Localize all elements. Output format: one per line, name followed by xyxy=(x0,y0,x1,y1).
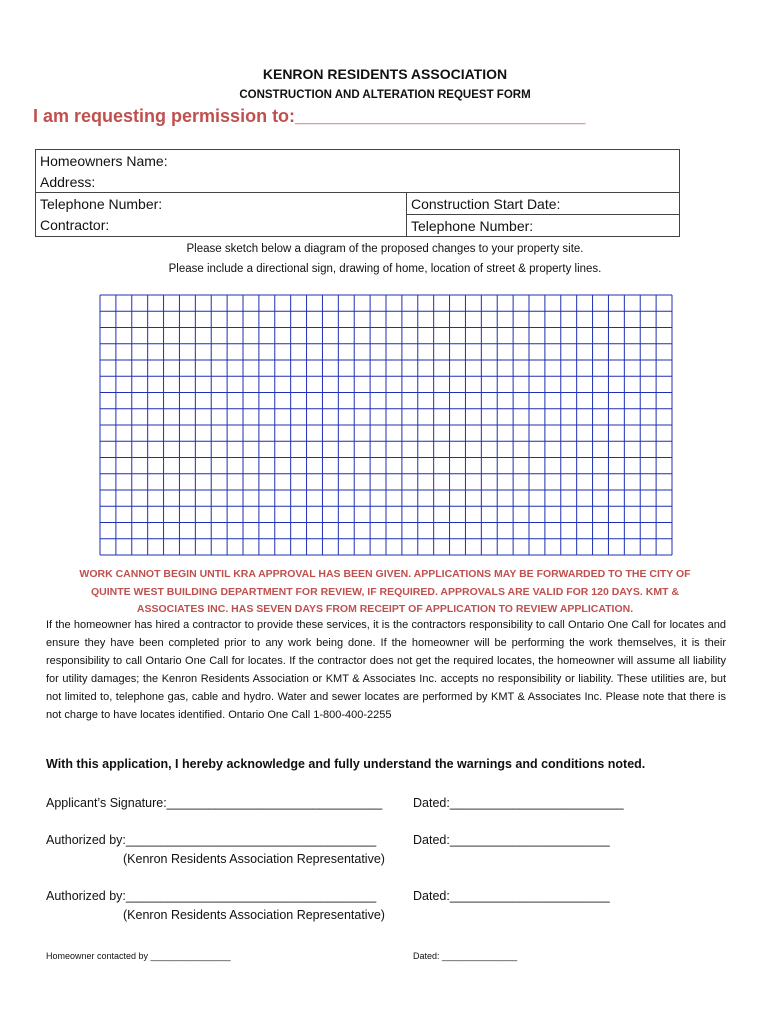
construction-start-date-field[interactable]: Construction Start Date: xyxy=(407,193,680,215)
applicant-signature-field[interactable]: Applicant’s Signature:_______________________________ xyxy=(46,796,383,810)
warning-line-3: ASSOCIATES INC. HAS SEVEN DAYS FROM RECEIPT OF APPLICATION TO REVIEW APPLICATION. xyxy=(136,603,634,615)
organization-title: KENRON RESIDENTS ASSOCIATION xyxy=(262,66,508,82)
applicant-dated-field[interactable]: Dated:_________________________ xyxy=(413,796,624,810)
footer-dated-field[interactable]: Dated: _______________ xyxy=(413,951,518,961)
form-title: CONSTRUCTION AND ALTERATION REQUEST FORM xyxy=(239,89,531,101)
homeowner-name-field[interactable]: Homeowners Name: xyxy=(36,150,680,172)
request-permission-line[interactable]: I am requesting permission to:_____________________________ xyxy=(33,106,586,126)
representative-caption-2: (Kenron Residents Association Representative) xyxy=(123,908,385,922)
approval-warning xyxy=(40,566,730,619)
sketch-grid[interactable] xyxy=(99,294,673,556)
representative-caption-1: (Kenron Residents Association Representative) xyxy=(123,852,385,866)
authorized-by-field-2[interactable]: Authorized by:____________________________________ xyxy=(46,889,377,903)
acknowledgement-statement: With this application, I hereby acknowledge and fully understand the warnings and conditions noted. xyxy=(46,757,646,771)
authorized-by-field-1[interactable]: Authorized by:____________________________________ xyxy=(46,833,377,847)
telephone-number-field[interactable]: Telephone Number: xyxy=(36,193,407,215)
contractor-field[interactable]: Contractor: xyxy=(36,215,407,237)
contractor-telephone-field[interactable]: Telephone Number: xyxy=(407,215,680,237)
warning-line-1: WORK CANNOT BEGIN UNTIL KRA APPROVAL HAS BEEN GIVEN. APPLICATIONS MAY BE FORWARDED TO THE CITY OF xyxy=(79,568,691,580)
sketch-instruction-1: Please sketch below a diagram of the proposed changes to your property site. xyxy=(186,243,584,255)
authorized-dated-field-2[interactable]: Dated:_______________________ xyxy=(413,889,610,903)
homeowner-info-table xyxy=(35,149,680,237)
locates-paragraph: If the homeowner has hired a contractor to provide these services, it is the contractors responsibility to call Ontario One Call for locates and ensure they have been completed prior to any work being done. If the homeowner will be performing the work themselves, it is their responsibility to call Ontario One Call for locates. If the contractor does not get the required locates, the homeowner will assume all liability for utility damages; the Kenron Residents Association or KMT & Associates Inc. accepts no responsibility or liability. These utilities are, but not limited to, telephone gas, cable and hydro. Water and sewer locates are performed by KMT & Associates Inc. Please note that there is not charge to have locates identified. Ontario One Call 1-800-400-2255 xyxy=(46,619,726,721)
warning-line-2: QUINTE WEST BUILDING DEPARTMENT FOR REVIEW, IF REQUIRED. APPROVALS ARE VALID FOR 120 DAYS. KMT & xyxy=(90,585,680,598)
homeowner-contacted-field[interactable]: Homeowner contacted by ________________ xyxy=(46,951,231,961)
sketch-instruction-2: Please include a directional sign, drawing of home, location of street & property lines. xyxy=(168,263,602,275)
address-field[interactable]: Address: xyxy=(36,171,680,193)
authorized-dated-field-1[interactable]: Dated:_______________________ xyxy=(413,833,610,847)
